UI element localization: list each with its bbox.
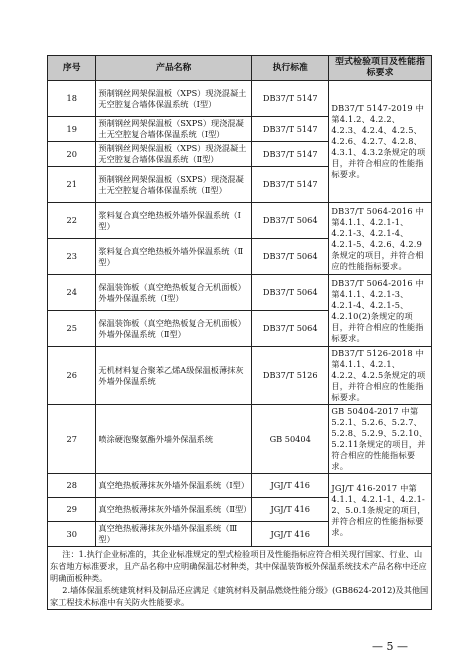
row-name: 预制钢丝网架保温板（SXPS）现浇混凝土无空腔复合墙体保温系统（Ⅱ型） [96, 167, 252, 203]
page-number: — 5 — [372, 640, 408, 653]
requirements-group-2: DB37/T 5064-2016 中第4.1.1、4.2.1-1、4.2.1-3、4.2.1-4、4.2.1-5、4.2.6、4.2.9条规定的项目，并符合相应的性能指标要求。 [329, 203, 432, 275]
row-no: 30 [48, 522, 96, 547]
row-no: 25 [48, 311, 96, 347]
table-row [48, 81, 432, 117]
table-row [48, 474, 432, 498]
note-1: 注：1.执行企业标准的，其企业标准规定的型式检验项目及性能指标应符合相关现行国家、行业、山东省地方标准要求，且产品名称中应明确保温芯材种类，其中保温装饰板外保温系统技术产品名称中还应明确面板种类。 [50, 549, 427, 583]
row-standard: JGJ/T 416 [252, 474, 329, 498]
row-name: 浆料复合真空绝热板外墙外保温系统（Ⅰ型） [96, 203, 252, 239]
row-no: 19 [48, 117, 96, 142]
row-no: 29 [48, 498, 96, 522]
row-no: 23 [48, 239, 96, 275]
row-standard: DB37/T 5064 [252, 239, 329, 275]
requirements-group-3: DB37/T 5064-2016 中第4.1.1、4.2.1-3、4.2.1-4、4.2.1-5、4.2.10(2)条规定的项目，并符合相应的性能指标要求。 [329, 275, 432, 347]
header-standard: 执行标准 [252, 56, 329, 81]
row-no: 18 [48, 81, 96, 117]
table-row [48, 405, 432, 474]
row-no: 20 [48, 142, 96, 167]
row-standard: DB37/T 5147 [252, 167, 329, 203]
row-name: 预制钢丝网架保温板（SXPS）现浇混凝土无空腔复合墙体保温系统（Ⅰ型） [96, 117, 252, 142]
row-name: 真空绝热板薄抹灰外墙外保温系统（Ⅰ型） [96, 474, 252, 498]
requirements-group-5: GB 50404-2017 中第5.2.1、5.2.6、5.2.7、5.2.8、5.2.9、5.2.10、5.2.11条规定的项目，并符合相应的性能指标要求。 [329, 405, 432, 474]
requirements-group-1: DB37/T 5147-2019 中第4.1.2、4.2.2、4.2.3、4.2.4、4.2.5、4.2.6、4.2.7、4.2.8、4.3.1、4.3.2条规定的项目，并符合相应的性能指标要求。 [329, 81, 432, 203]
notes-row [48, 547, 432, 610]
row-name: 喷涂硬泡聚氨酯外墙外保温系统 [96, 405, 252, 474]
header-requirements: 型式检验项目及性能指标要求 [329, 56, 432, 81]
requirements-group-6: JGJ/T 416-2017 中第4.1.1、4.2.1-1、4.2.1-2、5.0.1条规定的项目，并符合相应的性能指标要求。 [329, 474, 432, 547]
table-row [48, 347, 432, 405]
header-no: 序号 [48, 56, 96, 81]
row-standard: DB37/T 5126 [252, 347, 329, 405]
table-notes [48, 547, 432, 610]
row-name: 浆料复合真空绝热板外墙外保温系统（Ⅱ型） [96, 239, 252, 275]
row-no: 24 [48, 275, 96, 311]
row-standard: JGJ/T 416 [252, 522, 329, 547]
row-name: 预制钢丝网架保温板（XPS）现浇混凝土无空腔复合墙体保温系统（Ⅰ型） [96, 81, 252, 117]
row-standard: JGJ/T 416 [252, 498, 329, 522]
row-name: 保温装饰板（真空绝热板复合无机面板）外墙外保温系统（Ⅰ型） [96, 275, 252, 311]
row-name: 真空绝热板薄抹灰外墙外保温系统（Ⅲ型） [96, 522, 252, 547]
row-standard: DB37/T 5147 [252, 81, 329, 117]
row-name: 无机材料复合聚苯乙烯A级保温板薄抹灰外墙外保温系统 [96, 347, 252, 405]
row-standard: GB 50404 [252, 405, 329, 474]
row-no: 22 [48, 203, 96, 239]
table-row [48, 275, 432, 311]
row-standard: DB37/T 5064 [252, 311, 329, 347]
table-header-row [48, 56, 432, 81]
header-product-name: 产品名称 [96, 56, 252, 81]
product-spec-table [47, 55, 432, 610]
requirements-group-4: DB37/T 5126-2018 中第4.1.1、4.2.1、4.2.2、4.2.5条规定的项目，并符合相应的性能指标要求。 [329, 347, 432, 405]
row-standard: DB37/T 5064 [252, 275, 329, 311]
note-2: 2.墙体保温系统建筑材料及制品还应满足《建筑材料及制品燃烧性能分级》(GB8624-2012)及其他国家工程技术标准中有关防火性能要求。 [50, 585, 429, 607]
row-standard: DB37/T 5064 [252, 203, 329, 239]
row-name: 保温装饰板（真空绝热板复合无机面板）外墙外保温系统（Ⅱ型） [96, 311, 252, 347]
row-name: 预制钢丝网架保温板（XPS）现浇混凝土无空腔复合墙体保温系统（Ⅱ型） [96, 142, 252, 167]
table-row [48, 203, 432, 239]
row-no: 28 [48, 474, 96, 498]
row-name: 真空绝热板薄抹灰外墙外保温系统（Ⅱ型） [96, 498, 252, 522]
row-no: 26 [48, 347, 96, 405]
row-no: 21 [48, 167, 96, 203]
row-standard: DB37/T 5147 [252, 142, 329, 167]
row-standard: DB37/T 5147 [252, 117, 329, 142]
row-no: 27 [48, 405, 96, 474]
